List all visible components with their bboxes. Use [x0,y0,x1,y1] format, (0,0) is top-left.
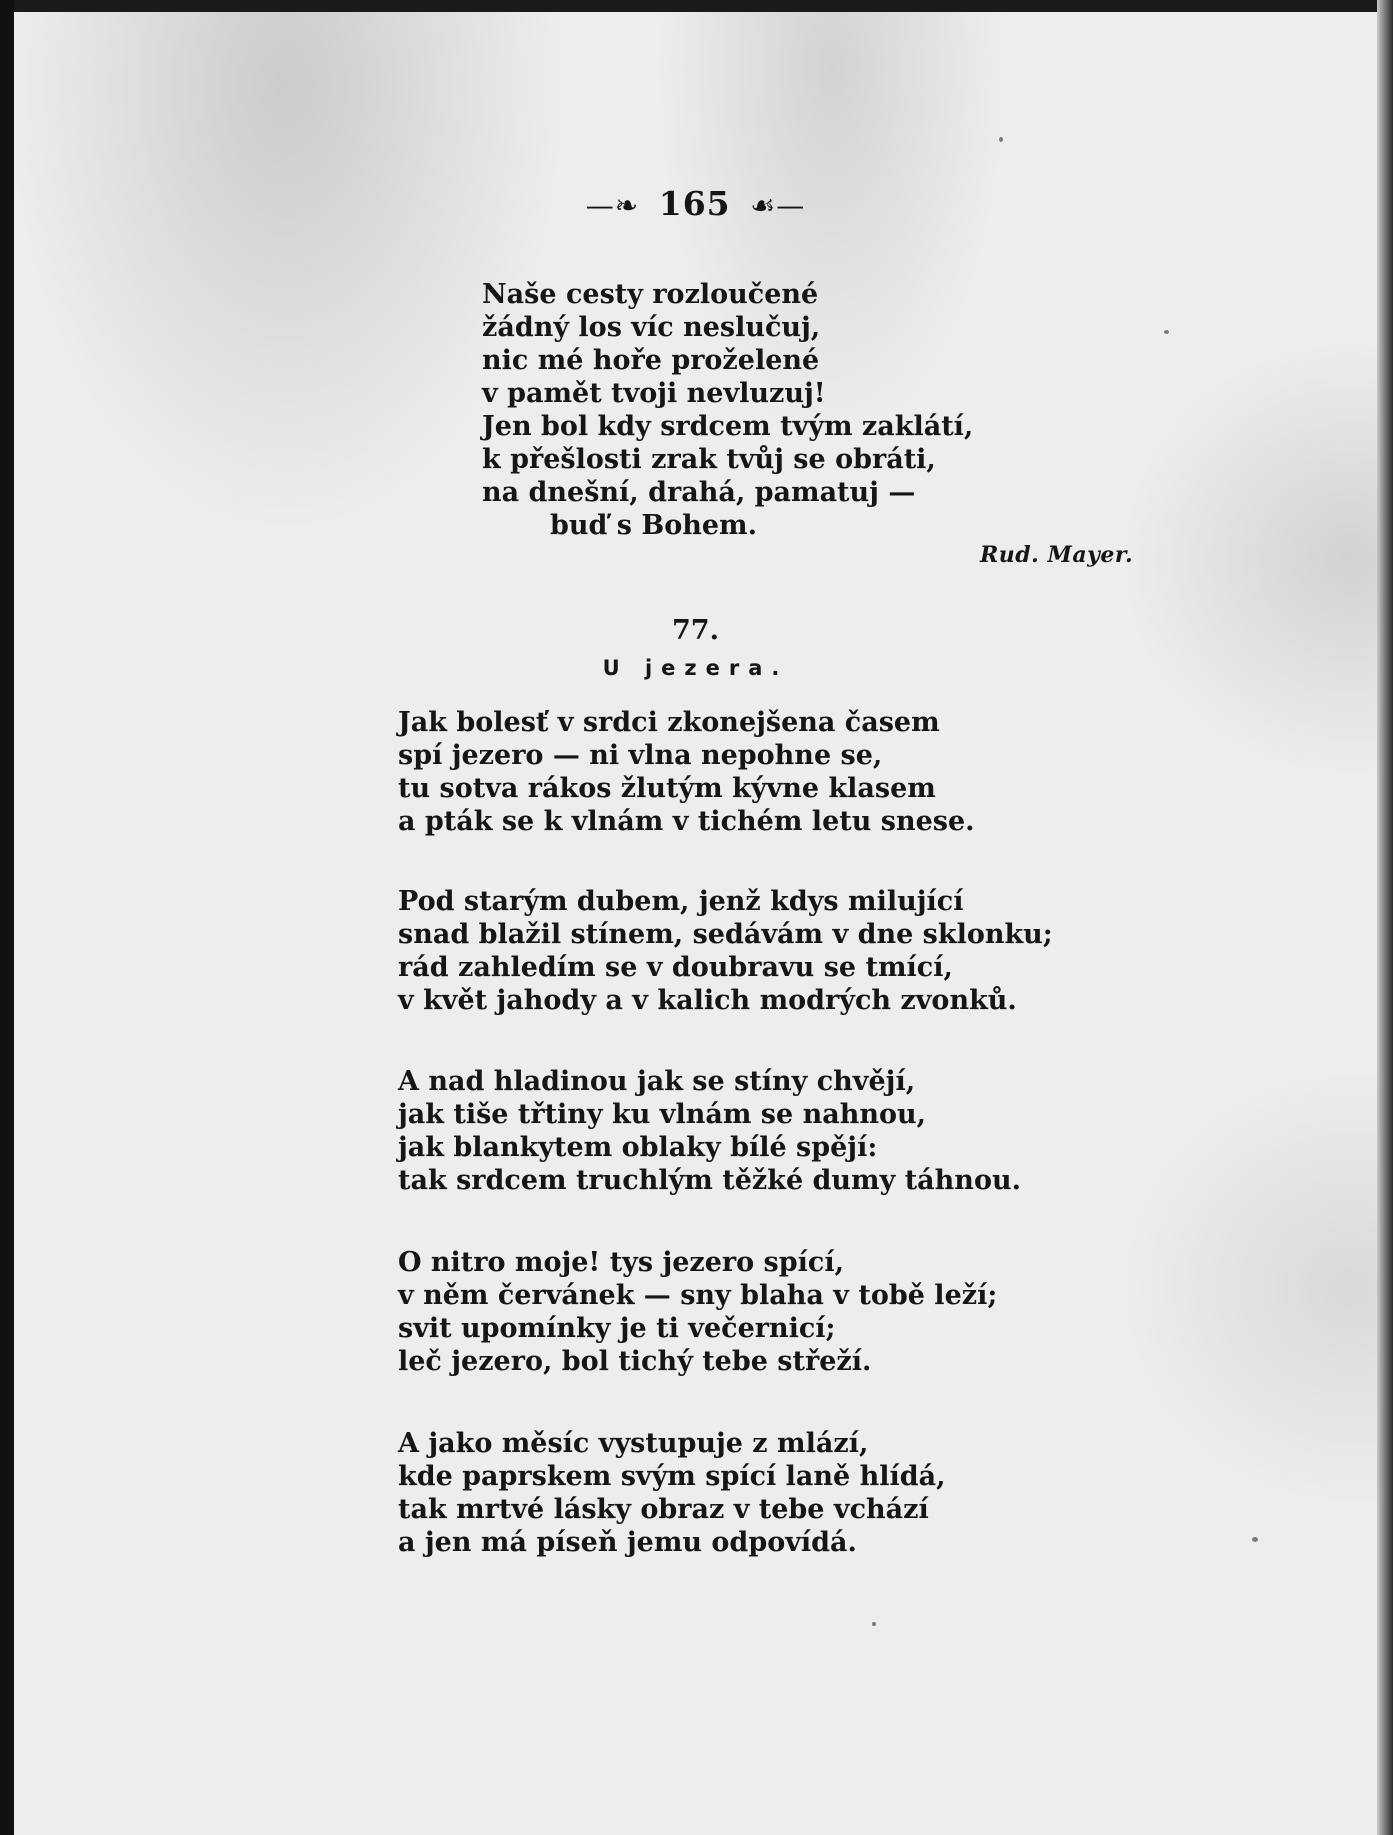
ornament-left-icon: —❧ [585,189,640,222]
verse-line: A jako měsíc vystupuje z mlází, [398,1428,869,1459]
verse-line: nic mé hoře proželené [482,345,820,376]
verse-line: buď s Bohem. [550,510,757,541]
stanza-3 [398,1065,1021,1197]
verse-line: svit upomínky je ti večernicí; [398,1313,836,1344]
verse-line: Pod starým dubem, jenž kdys milující [398,886,964,917]
paper-speck [1252,1537,1258,1542]
book-page [14,12,1377,1835]
previous-poem-ending [482,278,973,542]
verse-line: na dnešní, drahá, pamatuj — [482,477,916,508]
verse-line: žádný los víc neslučuj, [482,312,821,343]
verse-line: k přešlosti zrak tvůj se obráti, [482,444,936,475]
scan-right-edge [1377,0,1393,1835]
paper-speck [872,1622,876,1626]
author-signature: Rud. Mayer. [980,542,1134,568]
verse-line: snad blažil stínem, sedávám v dne sklonku; [398,919,1053,950]
stanza-4 [398,1246,997,1378]
verse-line: O nitro moje! tys jezero spící, [398,1247,844,1278]
verse-line: tu sotva rákos žlutým kývne klasem [398,773,936,804]
stanza-2 [398,885,1053,1017]
poem-title: U jezera. [602,656,789,680]
verse-line: leč jezero, bol tichý tebe střeží. [398,1346,872,1377]
ornament-right-icon: ☙— [750,189,806,222]
verse-line: kde paprskem svým spící laně hlídá, [398,1461,946,1492]
verse-line: tak srdcem truchlým těžké dumy táhnou. [398,1165,1021,1196]
verse-line: jak blankytem oblaky bílé spějí: [398,1132,878,1163]
verse-line: A nad hladinou jak se stíny chvějí, [398,1066,916,1097]
stanza-1 [398,706,975,838]
poem-number: 77. [672,615,719,646]
verse-line: a jen má píseň jemu odpovídá. [398,1527,857,1558]
verse-line: a pták se k vlnám v tichém letu snese. [398,806,975,837]
verse-line: v pamět tvoji nevluzuj! [482,378,826,409]
verse-line: Jen bol kdy srdcem tvým zaklátí, [482,411,974,442]
paper-speck [1164,330,1169,334]
verse-line: Jak bolesť v srdci zkonejšena časem [398,707,940,738]
page-number: 165 [658,184,731,223]
verse-line: v něm červánek — sny blaha v tobě leží; [398,1280,998,1311]
paper-speck [999,137,1003,142]
verse-line: Naše cesty rozloučené [482,279,819,310]
scan-left-edge [0,0,14,1835]
verse-line: v květ jahody a v kalich modrých zvonků. [398,985,1017,1016]
verse-line: rád zahledím se v doubravu se tmící, [398,952,953,983]
page-header [14,184,1377,226]
verse-line: tak mrtvé lásky obraz v tebe vchází [398,1494,929,1525]
verse-line: jak tiše třtiny ku vlnám se nahnou, [398,1099,927,1130]
verse-line: spí jezero — ni vlna nepohne se, [398,740,883,771]
stanza-5 [398,1427,946,1559]
